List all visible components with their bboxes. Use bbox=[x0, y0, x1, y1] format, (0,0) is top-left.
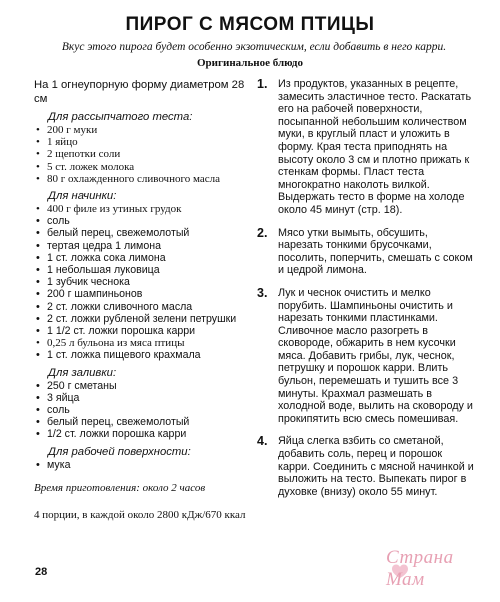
watermark-logo bbox=[386, 547, 496, 597]
section-heading: Для рассыпчатого теста: bbox=[48, 111, 193, 123]
step-3 bbox=[255, 287, 475, 426]
section-dough bbox=[34, 110, 256, 185]
ingredient-item: • 0,25 л бульона из мяса птицы bbox=[34, 337, 256, 349]
ingredient-item: • 1/2 ст. ложки порошка карри bbox=[34, 428, 256, 440]
recipe-subtitle: Вкус этого пирога будет особенно экзотическим, если добавить в него карри. bbox=[61, 41, 447, 53]
step-text: Яйца слегка взбить со сметаной, добавить соль, перец и порошок карри. Соединить с мясной начинкой и выложить на тесто. Выпекать пирог в духовке (внизу) около 55 минут. bbox=[278, 435, 474, 498]
ingredient-item: • 2 ст. ложки сливочного масла bbox=[34, 301, 256, 313]
ingredient-item: • 400 г филе из утиных грудок bbox=[34, 203, 256, 215]
ingredients-column bbox=[34, 78, 256, 522]
ingredient-item: • 2 щепотки соли bbox=[34, 148, 256, 160]
ingredient-item: • 2 ст. ложки рубленой зелени петрушки bbox=[34, 313, 256, 325]
section-work-surface bbox=[34, 445, 256, 471]
ingredient-item: • белый перец, свежемолотый bbox=[34, 227, 256, 239]
ingredient-item: • соль bbox=[34, 215, 256, 227]
ingredient-list bbox=[34, 380, 256, 441]
step-number: 2. bbox=[257, 225, 268, 240]
ingredient-item: • тертая цедра 1 лимона bbox=[34, 240, 256, 252]
ingredient-item: • соль bbox=[34, 404, 256, 416]
ingredient-item: • 200 г шампиньонов bbox=[34, 288, 256, 300]
ingredient-item: • 3 яйца bbox=[34, 392, 256, 404]
portions-info: 4 порции, в каждой около 2800 кДж/670 ккал bbox=[34, 508, 246, 521]
step-text: Мясо утки вымыть, обсушить, нарезать тонкими брусочками, посолить, поперчить, смешать с соком и цедрой лимона. bbox=[278, 226, 473, 277]
step-1 bbox=[255, 78, 475, 217]
page-number: 28 bbox=[35, 566, 48, 578]
step-number: 4. bbox=[257, 434, 268, 449]
section-heading: Для заливки: bbox=[48, 366, 117, 379]
ingredient-item: • 5 ст. ложек молока bbox=[34, 161, 256, 173]
ingredient-item: • 1 1/2 ст. ложки порошка карри bbox=[34, 325, 256, 337]
section-filling bbox=[34, 189, 256, 362]
section-heading: Для рабочей поверхности: bbox=[48, 445, 191, 458]
step-number: 1. bbox=[257, 77, 268, 91]
ingredient-item: • белый перец, свежемолотый bbox=[34, 416, 256, 428]
form-note: На 1 огнеупорную форму диаметром 28 см bbox=[34, 79, 245, 105]
step-text: Лук и чеснок очистить и мелко порубить. Шампиньоны очистить и нарезать тонкими пластинками. Сливочное масло разогреть в сковороде, обжарить в нем кусочки мяса. Добавить грибы, лук, чеснок, петрушку и порошок карри. Влить бульон, перемешать и тушить все 3 минуты. Крахмал размешать в холодной воде, вылить на сковороду и прокипятить всю смесь помешивая. bbox=[278, 286, 473, 425]
ingredient-list bbox=[34, 459, 256, 471]
ingredient-item: • 250 г сметаны bbox=[34, 380, 256, 392]
ingredient-item: • 1 ст. ложка сока лимона bbox=[34, 252, 256, 264]
ingredient-item: • 80 г охлажденного сливочного масла bbox=[34, 173, 256, 185]
step-text: Из продуктов, указанных в рецепте, замесить эластичное тесто. Раскатать его на рабочей поверхности, посыпанной небольшим количеством муки, в круглый пласт и уложить в форму. Края теста приподнять на высоту около 3 см и плотно прижать к стенкам формы. Пласт теста многократно наколоть вилкой. Выдержать тесто в форме на холоде около 45 минут (стр. 18). bbox=[278, 78, 472, 216]
ingredient-item: • мука bbox=[34, 459, 256, 471]
ingredient-item: • 1 небольшая луковица bbox=[34, 264, 256, 276]
page-title: ПИРОГ С МЯСОМ ПТИЦЫ bbox=[125, 14, 375, 35]
steps-column bbox=[255, 78, 475, 508]
ingredient-item: • 1 зубчик чеснока bbox=[34, 276, 256, 288]
section-heading: Для начинки: bbox=[48, 190, 117, 203]
ingredient-item: • 1 яйцо bbox=[34, 136, 256, 148]
step-4 bbox=[255, 435, 475, 498]
prep-time: Время приготовления: около 2 часов bbox=[34, 481, 206, 494]
recipe-tag: Оригинальное блюдо bbox=[197, 57, 303, 69]
ingredient-item: • 1 ст. ложка пищевого крахмала bbox=[34, 349, 256, 361]
ingredient-list bbox=[34, 203, 256, 362]
ingredient-item: • 200 г муки bbox=[34, 124, 256, 136]
step-2 bbox=[255, 227, 475, 277]
section-topping bbox=[34, 366, 256, 441]
ingredient-list bbox=[34, 124, 256, 185]
watermark-text: Страна Мам bbox=[386, 547, 454, 590]
step-number: 3. bbox=[257, 285, 268, 300]
